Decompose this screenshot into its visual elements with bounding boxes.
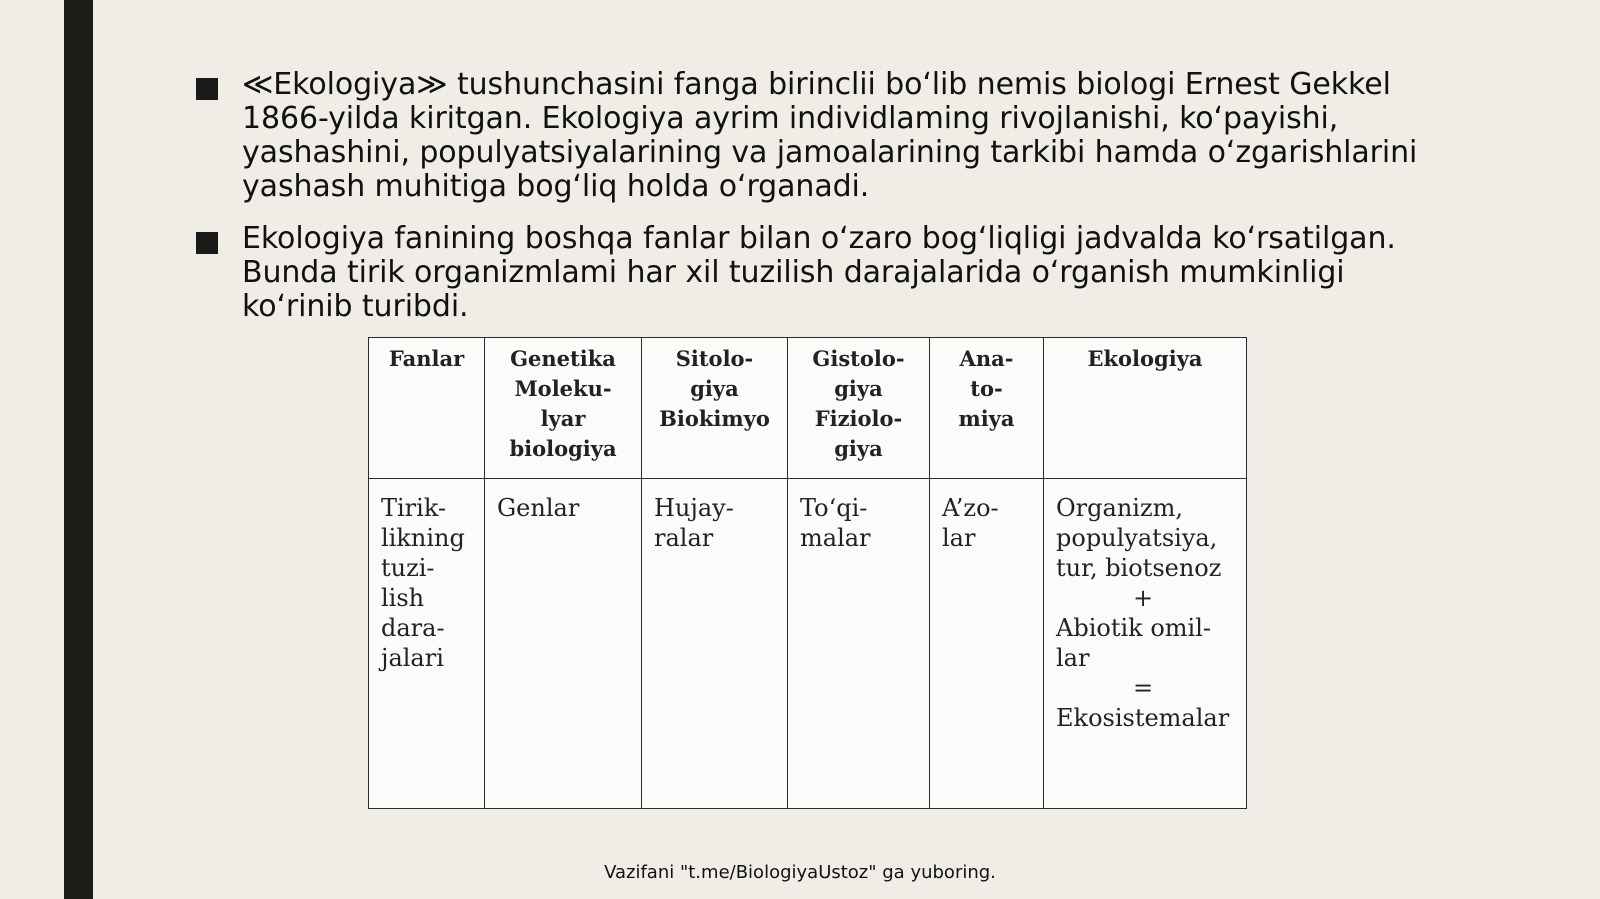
cell-line: tuzi-: [381, 554, 435, 582]
cell-tuzilish-darajalari: [369, 479, 485, 809]
header-cell-gistologiya: [788, 338, 930, 479]
header-line: Fiziolo-: [814, 406, 903, 431]
cell-line: likning: [381, 524, 465, 552]
bullet-text: Ekologiya fanining boshqa fanlar bilan oʻzaro bogʻliqligi jadvalda koʻrsatilgan. Bunda tirik organizmlami har xil tuzilish darajalarida oʻrganish mumkinligi koʻrinib turibdi.: [242, 221, 1396, 324]
bullet-item: [192, 68, 1442, 204]
cell-line: Abiotik omil-: [1056, 614, 1211, 642]
table-row: [369, 479, 1247, 809]
header-line: to-: [970, 376, 1003, 401]
cell-line: Ekosistemalar: [1056, 704, 1230, 732]
cell-line: Organizm,: [1056, 494, 1183, 522]
cell-line: Tirik-: [381, 494, 447, 522]
header-cell-anatomiya: [930, 338, 1044, 479]
header-cell-sitologiya: [642, 338, 788, 479]
cell-line: To‘qi-: [800, 494, 868, 522]
header-line: giya: [690, 376, 739, 401]
cell-genlar: [485, 479, 642, 809]
equals-sign: =: [1132, 674, 1154, 702]
header-line: Sitolo-: [675, 346, 754, 371]
header-line: Fanlar: [388, 346, 465, 371]
table-header-row: [369, 338, 1247, 479]
cell-line: ralar: [654, 524, 714, 552]
header-cell-fanlar: [369, 338, 485, 479]
cell-line: dara-: [381, 614, 445, 642]
cell-hujayralar: [642, 479, 788, 809]
footer-note: Vazifani "t.me/BiologiyaUstoz" ga yuboring.: [604, 862, 996, 883]
square-bullet-icon: [196, 232, 218, 254]
cell-line: tur, biotsenoz: [1056, 554, 1222, 582]
cell-ekologiya-levels: [1044, 479, 1247, 809]
cell-line: lish: [381, 584, 425, 612]
cell-line: malar: [800, 524, 871, 552]
cell-line: lar: [942, 524, 976, 552]
header-cell-genetika: [485, 338, 642, 479]
square-bullet-icon: [196, 78, 218, 100]
header-line: biologiya: [509, 436, 617, 461]
header-line: Ana-: [959, 346, 1014, 371]
header-cell-ekologiya: [1044, 338, 1247, 479]
header-line: giya: [834, 376, 883, 401]
cell-azolar: [930, 479, 1044, 809]
header-line: Gistolo-: [812, 346, 905, 371]
header-line: giya: [834, 436, 883, 461]
cell-line: Hujay-: [654, 494, 734, 522]
sciences-table-image: [368, 337, 1246, 809]
cell-toqimalar: [788, 479, 930, 809]
cell-line: jalari: [381, 644, 444, 672]
cell-line: Genlar: [497, 494, 580, 522]
header-line: lyar: [540, 406, 586, 431]
header-line: Genetika: [510, 346, 616, 371]
plus-sign: +: [1132, 584, 1154, 612]
header-line: Biokimyo: [659, 406, 770, 431]
cell-line: populyatsiya,: [1056, 524, 1218, 552]
bullet-item: [192, 222, 1442, 324]
bullet-list: [192, 68, 1442, 342]
sciences-table: [368, 337, 1247, 809]
bullet-text: ≪Ekologiya≫ tushunchasini fanga birinclii boʻlib nemis biologi Ernest Gekkel 1866-yilda kiritgan. Ekologiya ayrim individlaming rivojlanishi, koʻpayishi, yashashini, populyatsiyalarining va jamoalarining tarkibi hamda oʻzgarishlarini yashash muhitiga bogʻliq holda oʻrganadi.: [242, 67, 1418, 204]
header-line: Moleku-: [514, 376, 612, 401]
cell-line: A’zo-: [942, 494, 999, 522]
header-line: Ekologiya: [1087, 346, 1203, 371]
header-line: miya: [958, 406, 1015, 431]
left-accent-bar: [64, 0, 93, 899]
cell-line: lar: [1056, 644, 1090, 672]
